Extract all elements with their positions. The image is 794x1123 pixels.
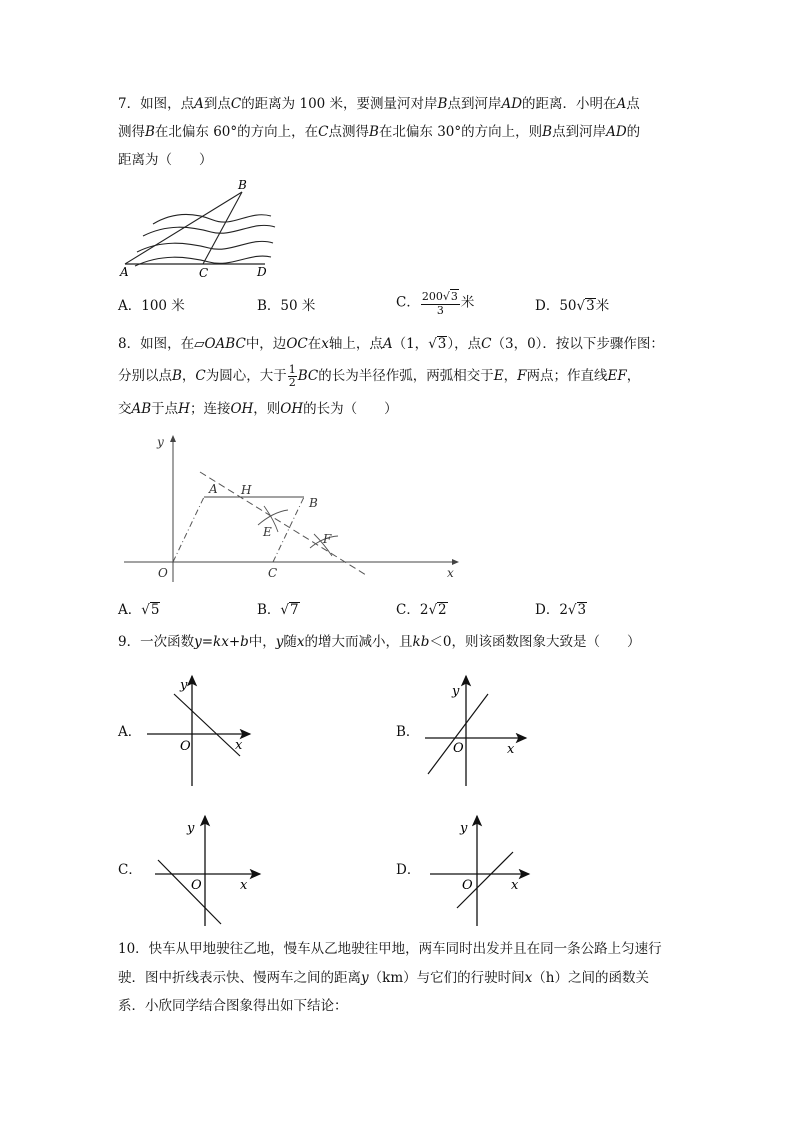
- q10-text-line-3: 系．小欣同学结合图象得出如下结论：: [118, 998, 348, 1014]
- q8-label-o: O: [158, 566, 168, 580]
- q10-text-line-1: 10．快车从甲地驶往乙地，慢车从乙地驶往甲地，两车同时出发并且在同一条公路上匀速行: [118, 941, 662, 957]
- q7-label-d: D: [257, 265, 267, 279]
- q8-parallelogram-figure: [118, 432, 468, 582]
- q8-option-d[interactable]: D．2√3: [535, 602, 587, 618]
- q9-c-origin-label: O: [191, 878, 202, 893]
- q9-option-b[interactable]: B．: [396, 724, 420, 740]
- q8-label-h: H: [241, 483, 252, 497]
- q9-c-x-label: x: [240, 878, 248, 893]
- q7-text-line-1: 7．如图，点A到点C的距离为 100 米，要测量河对岸B点到河岸AD的距离．小明在A点: [118, 96, 640, 112]
- q8-label-c: C: [268, 566, 278, 580]
- q8-option-a[interactable]: A．√5: [118, 602, 160, 618]
- q7-segment-cb: [203, 192, 242, 264]
- q9-graph-a[interactable]: [140, 670, 260, 790]
- q9-c-y-label: y: [187, 821, 195, 836]
- q9-b-x-label: x: [507, 742, 515, 757]
- q7-text-line-2: 测得B在北偏东 60°的方向上，在C点测得B在北偏东 30°的方向上，则B点到河岸AD的: [118, 124, 641, 140]
- q10-text-line-2: 驶．图中折线表示快、慢两车之间的距离y（km）与它们的行驶时间x（h）之间的函数关: [118, 970, 649, 986]
- q9-option-c[interactable]: C．: [118, 862, 142, 878]
- q8-line-ef: [200, 472, 366, 575]
- q8-option-b[interactable]: B．√7: [257, 602, 299, 618]
- q9-b-function-line: [428, 694, 488, 774]
- q7-option-b[interactable]: B．50 米: [257, 298, 316, 314]
- q8-label-e: E: [263, 525, 272, 539]
- q9-d-y-label: y: [460, 821, 468, 836]
- q8-label-x: x: [447, 566, 454, 580]
- q8-label-a: A: [209, 482, 218, 496]
- q8-text-line-2: 分别以点B，C为圆心，大于 $\frac{1}{2}$ BC的长为半径作弧，两弧相交于E，F两点；作直线EF，: [118, 363, 641, 389]
- q7-option-d[interactable]: D．50√3米: [535, 298, 610, 314]
- q7-label-a: A: [120, 265, 129, 279]
- q7-option-c[interactable]: C． $\frac{200√3}{3}$ 米: [396, 290, 475, 317]
- q7-text-line-3: 距离为（ ）: [118, 152, 213, 168]
- q9-option-d[interactable]: D．: [396, 862, 421, 878]
- q7-segment-ab: [125, 192, 242, 264]
- q7-option-c-fraction: $\frac{200√3}{3}$: [421, 290, 458, 317]
- q8-half-fraction: $\frac{1}{2}$: [288, 363, 296, 389]
- q9-b-y-label: y: [452, 684, 460, 699]
- q8-text-line-1: 8．如图，在▱OABC中，边OC在x轴上，点A（1，√3），点C（3，0）．按以下步骤作图：: [118, 336, 664, 352]
- q8-label-y: y: [157, 435, 164, 449]
- q7-label-b: B: [238, 178, 247, 192]
- q7-river-waves: [135, 214, 275, 266]
- q9-a-y-label: y: [180, 678, 188, 693]
- q8-text-line-3: 交AB于点H；连接OH，则OH的长为（ ）: [118, 401, 398, 417]
- q8-segment-cb: [273, 497, 304, 562]
- q9-b-origin-label: O: [453, 741, 464, 756]
- q8-label-f: F: [323, 532, 332, 546]
- q9-a-x-label: x: [235, 738, 243, 753]
- q8-label-b: B: [309, 496, 318, 510]
- q8-segment-oa: [173, 497, 204, 562]
- q9-graph-d[interactable]: [425, 812, 545, 932]
- q9-d-origin-label: O: [462, 878, 473, 893]
- q9-graph-c[interactable]: [150, 812, 270, 932]
- q7-option-a[interactable]: A．100 米: [118, 298, 185, 314]
- q9-option-a[interactable]: A．: [118, 724, 142, 740]
- q7-river-figure: [115, 175, 285, 285]
- q9-graph-b[interactable]: [418, 670, 538, 790]
- q9-d-x-label: x: [511, 878, 519, 893]
- q9-c-function-line: [158, 860, 221, 924]
- q9-text-line-1: 9．一次函数y=kx+b中，y随x的增大而减小，且kb＜0，则该函数图象大致是（ ）: [118, 634, 641, 650]
- q8-option-c[interactable]: C．2√2: [396, 602, 447, 618]
- q7-label-c: C: [199, 266, 209, 280]
- q9-a-origin-label: O: [180, 739, 191, 754]
